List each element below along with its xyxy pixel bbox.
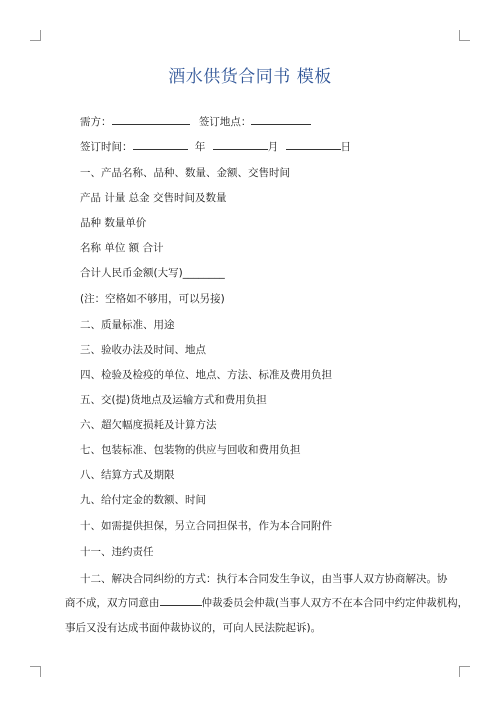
clause12-line3: 事后又没有达成书面仲裁协议的，可向人民法院起诉)。 <box>65 622 322 634</box>
section-item: 六、超欠幅度损耗及计算方法 <box>80 419 217 431</box>
section-item: 十一、违约责任 <box>80 546 154 558</box>
buyer-label: 需方： <box>80 116 112 128</box>
crop-mark-top-right <box>459 30 470 41</box>
buyer-line <box>80 115 311 129</box>
crop-mark-bottom-right <box>459 666 470 677</box>
time-label: 签订时间： <box>80 141 133 153</box>
section-item: 产品 计量 总金 交售时间及数量 <box>80 192 227 204</box>
day-blank[interactable] <box>286 140 341 150</box>
sign-time-line <box>80 140 351 154</box>
arbitration-blank[interactable] <box>160 596 202 606</box>
section-item: 十、如需提供担保，另立合同担保书，作为本合同附件 <box>80 520 332 532</box>
section-item: 九、给付定金的数额、时间 <box>80 494 206 506</box>
section-item: 二、质量标准、用途 <box>80 319 175 331</box>
day-label: 日 <box>340 141 352 153</box>
section-item: (注：空格如不够用，可以另接) <box>80 293 225 305</box>
section-item: 七、包装标准、包装物的供应与回收和费用负担 <box>80 444 301 456</box>
crop-mark-bottom-left <box>30 666 41 677</box>
place-blank[interactable] <box>251 115 311 125</box>
document-title: 酒水供货合同书 模板 <box>168 67 332 87</box>
clause12-line2-a: 商不成，双方同意由 <box>65 597 160 609</box>
place-label: 签订地点： <box>198 116 252 128</box>
crop-mark-top-left <box>30 30 41 41</box>
clause12-line1: 十二、解决合同纠纷的方式：执行本合同发生争议，由当事人双方协商解决。协 <box>80 573 448 585</box>
section-item: 一、产品名称、品种、数量、金额、交售时间 <box>80 167 290 179</box>
clause12-line2 <box>65 596 468 610</box>
year-label: 年 <box>194 141 206 153</box>
month-blank[interactable] <box>213 140 268 150</box>
section-item: 品种 数量单价 <box>80 217 147 229</box>
clause12-line2-b: 仲裁委员会仲裁(当事人双方不在本合同中约定仲裁机构， <box>201 597 469 609</box>
buyer-blank[interactable] <box>112 115 190 125</box>
section-item: 八、结算方式及期限 <box>80 469 175 481</box>
month-label: 月 <box>267 141 279 153</box>
section-item: 合计人民币金额(大写)________ <box>80 267 225 279</box>
section-item: 四、检验及检疫的单位、地点、方法、标准及费用负担 <box>80 369 332 381</box>
section-item: 五、交(提)货地点及运输方式和费用负担 <box>80 394 267 406</box>
section-item: 名称 单位 额 合计 <box>80 242 164 254</box>
year-blank[interactable] <box>133 140 188 150</box>
section-item: 三、验收办法及时间、地点 <box>80 344 206 356</box>
